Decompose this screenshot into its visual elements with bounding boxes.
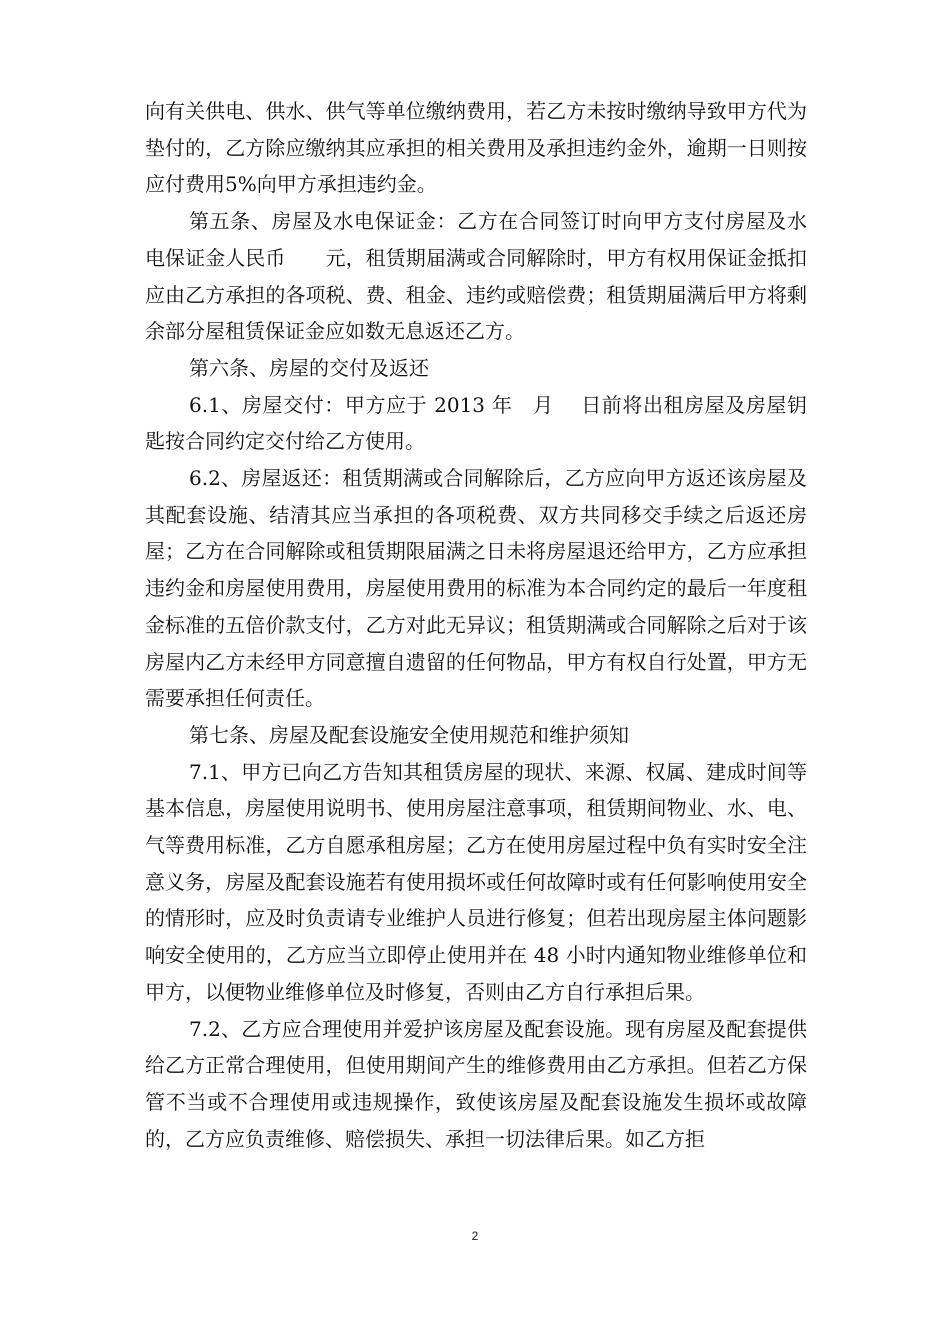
paragraph-7-2-maintenance: 7.2、乙方应合理使用并爱护该房屋及配套设施。现有房屋及配套提供给乙方正常合理使用，但使用期间产生的维修费用由乙方承担。但若乙方保管不当或不合理使用或违规操作，致使该房屋及配套设施发生损坏或故障的，乙方应负责维修、赔偿损失、承担一切法律后果。如乙方拒: [145, 1016, 807, 1151]
heading-article-6: 第六条、房屋的交付及返还: [189, 355, 429, 380]
paragraph-6-2-return: 6.2、房屋返还：租赁期满或合同解除后，乙方应向甲方返还该房屋及其配套设施、结清其应当承担的各项税费、双方共同移交手续之后返还房屋；乙方在合同解除或租赁期限届满之日未将房屋退还给甲方，乙方应承担违约金和房屋使用费用，房屋使用费用的标准为本合同约定的最后一年度租金标准的五倍价款支付，乙方对此无异议；租赁期满或合同解除之后对于该房屋内乙方未经甲方同意擅自遗留的任何物品，甲方有权自行处置，甲方无需要承担任何责任。: [145, 466, 807, 711]
page-number: 2: [471, 1229, 479, 1243]
document-body: [145, 93, 807, 1157]
paragraph-6-1-delivery: 6.1、房屋交付：甲方应于 2013 年 月 日前将出租房屋及房屋钥匙按合同约定交付给乙方使用。: [145, 392, 807, 454]
paragraph-article-5-deposit: 第五条、房屋及水电保证金：乙方在合同签订时向甲方支付房屋及水电保证金人民币 元，租赁期届满或合同解除时，甲方有权用保证金抵扣应由乙方承担的各项税、费、租金、违约或赔偿费；租赁期届满后甲方将剩余部分屋租赁保证金应如数无息返还乙方。: [145, 209, 807, 344]
heading-article-7: 第七条、房屋及配套设施安全使用规范和维护须知: [189, 722, 629, 747]
paragraph-7-1-safety: 7.1、甲方已向乙方告知其租赁房屋的现状、来源、权属、建成时间等基本信息，房屋使用说明书、使用房屋注意事项，租赁期间物业、水、电、气等费用标准，乙方自愿承租房屋；乙方在使用房屋过程中负有实时安全注意义务，房屋及配套设施若有使用损坏或任何故障时或有任何影响使用安全的情形时，应及时负责请专业维护人员进行修复；但若出现房屋主体问题影响安全使用的，乙方应当立即停止使用并在 48 小时内通知物业维修单位和甲方，以便物业维修单位及时修复，否则由乙方自行承担后果。: [145, 759, 807, 1004]
paragraph-utility-fees: 向有关供电、供水、供气等单位缴纳费用，若乙方未按时缴纳导致甲方代为垫付的，乙方除应缴纳其应承担的相关费用及承担违约金外，逾期一日则按应付费用5%向甲方承担违约金。: [145, 99, 807, 197]
